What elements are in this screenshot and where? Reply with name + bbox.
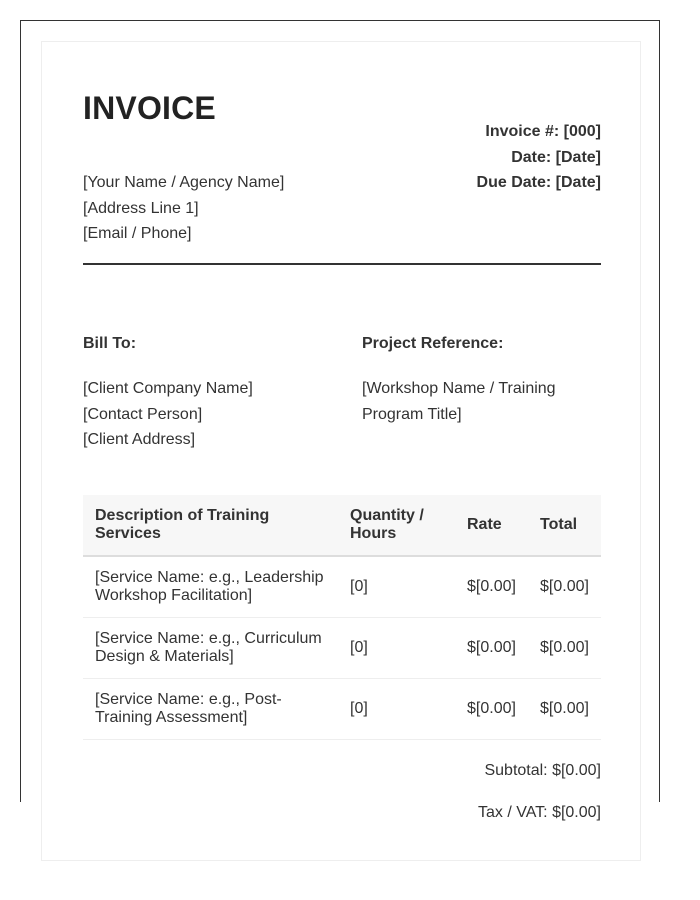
tax-vat: Tax / VAT: $[0.00] — [477, 804, 601, 821]
row-rate: $[0.00] — [455, 618, 528, 679]
sender-info — [83, 170, 284, 247]
header-rate: Rate — [455, 495, 528, 556]
client-company: [Client Company Name] — [83, 380, 253, 397]
sender-name: [Your Name / Agency Name] — [83, 174, 285, 191]
row-rate: $[0.00] — [455, 556, 528, 618]
bill-to-section — [83, 334, 343, 453]
table-row — [83, 556, 601, 618]
header-description: Description of Training Services — [83, 495, 338, 556]
row-rate: $[0.00] — [455, 679, 528, 740]
header-divider — [83, 263, 601, 265]
row-total: $[0.00] — [528, 618, 601, 679]
header-quantity: Quantity / Hours — [338, 495, 455, 556]
row-quantity: [0] — [338, 556, 455, 618]
header-total: Total — [528, 495, 601, 556]
invoice-meta — [477, 119, 601, 196]
row-total: $[0.00] — [528, 679, 601, 740]
client-contact: [Contact Person] — [83, 405, 203, 423]
bill-to-label: Bill To: — [83, 335, 137, 352]
client-address: [Client Address] — [83, 431, 196, 448]
row-total: $[0.00] — [528, 556, 601, 618]
sender-contact: [Email / Phone] — [83, 225, 192, 242]
row-quantity: [0] — [338, 618, 455, 679]
invoice-title: INVOICE — [83, 90, 216, 126]
row-description: [Service Name: e.g., Post-Training Assessment] — [83, 679, 338, 740]
invoice-page — [41, 41, 641, 861]
project-reference-label: Project Reference: — [362, 335, 504, 352]
row-description: [Service Name: e.g., Leadership Workshop Facilitation] — [83, 556, 338, 618]
invoice-number: Invoice #: [000] — [485, 123, 601, 140]
invoice-date: Date: [Date] — [511, 148, 601, 166]
project-reference-section — [362, 334, 601, 427]
document-viewport — [20, 20, 660, 821]
row-quantity: [0] — [338, 679, 455, 740]
sender-address: [Address Line 1] — [83, 199, 199, 217]
table-row — [83, 679, 601, 740]
table-header-row — [83, 495, 601, 556]
totals-section — [478, 761, 601, 845]
subtotal: Subtotal: $[0.00] — [484, 762, 601, 779]
project-title: [Workshop Name / Training Program Title] — [362, 380, 556, 423]
table-row — [83, 618, 601, 679]
row-description: [Service Name: e.g., Curriculum Design & Materials] — [83, 618, 338, 679]
invoice-due-date: Due Date: [Date] — [476, 174, 601, 191]
services-table — [83, 495, 601, 740]
